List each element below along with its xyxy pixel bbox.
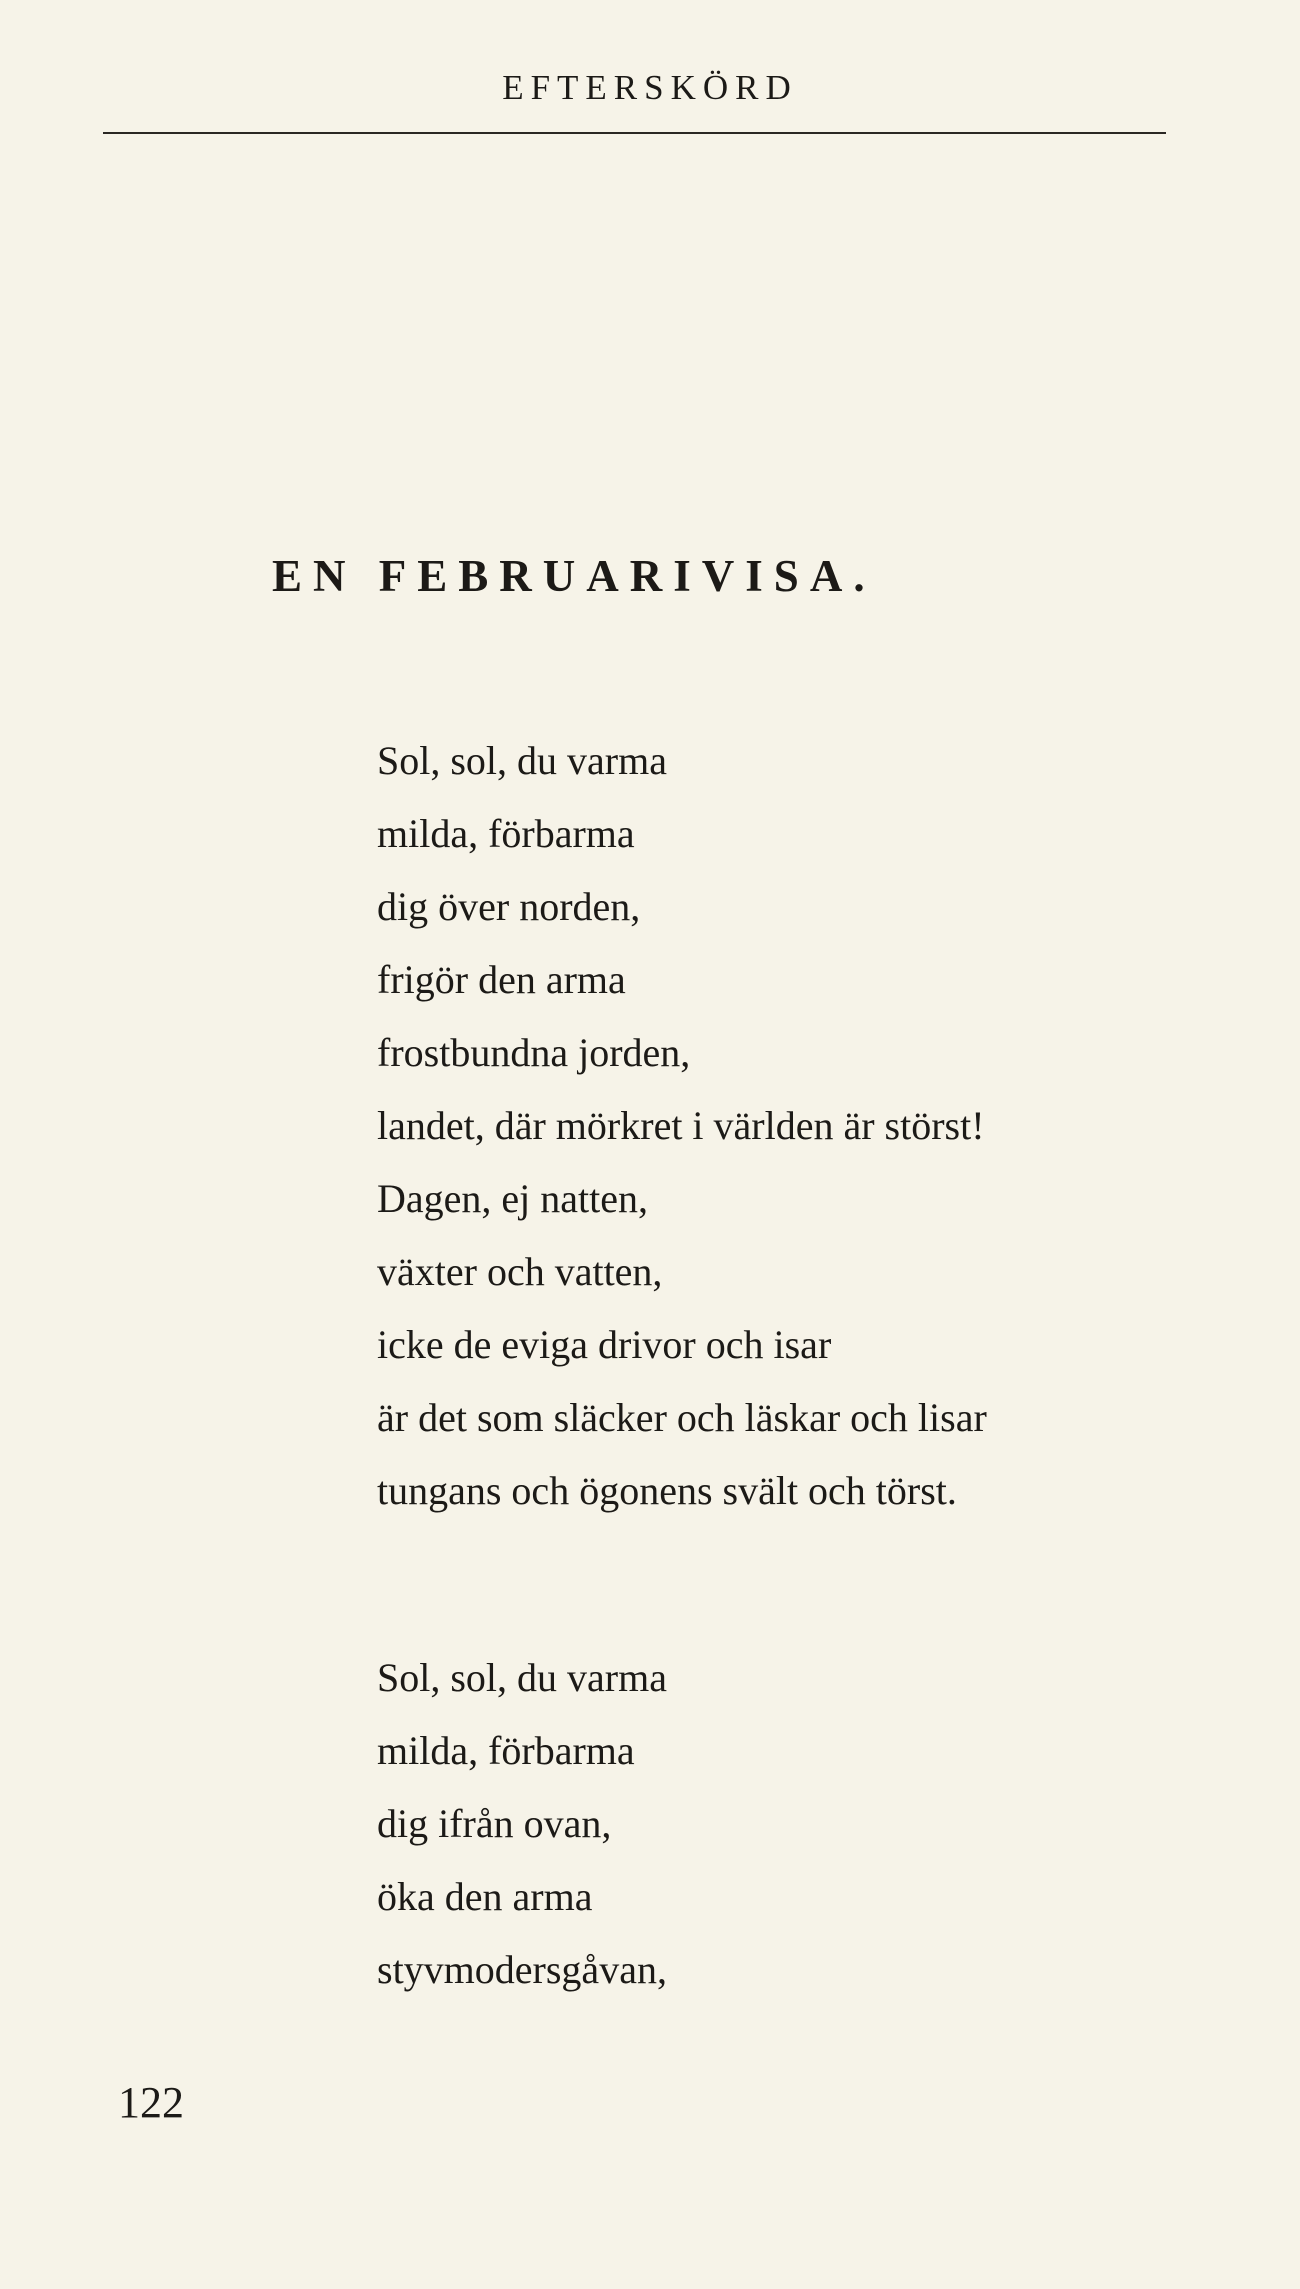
poem-line: frigör den arma bbox=[377, 957, 626, 1002]
header-rule bbox=[103, 132, 1166, 134]
poem-line: frostbundna jorden, bbox=[377, 1030, 691, 1075]
poem-line: är det som släcker och läskar och lisar bbox=[377, 1395, 987, 1440]
poem-line: Dagen, ej natten, bbox=[377, 1176, 648, 1221]
poem-line: milda, förbarma bbox=[377, 1728, 635, 1773]
poem-line: tungans och ögonens svält och törst. bbox=[377, 1468, 957, 1513]
poem-line: Sol, sol, du varma bbox=[377, 1655, 667, 1700]
poem-title: EN FEBRUARIVISA. bbox=[272, 551, 876, 601]
poem-line: dig ifrån ovan, bbox=[377, 1801, 612, 1846]
running-head-title: EFTERSKÖRD bbox=[502, 68, 798, 107]
poem-line: dig över norden, bbox=[377, 884, 641, 929]
stanza-1 bbox=[377, 724, 987, 1527]
poem-line: icke de eviga drivor och isar bbox=[377, 1322, 832, 1367]
stanza-2 bbox=[377, 1641, 667, 2006]
poem-line: styvmodersgåvan, bbox=[377, 1947, 667, 1992]
poem-line: växter och vatten, bbox=[377, 1249, 663, 1294]
poem-line: landet, där mörkret i världen är störst! bbox=[377, 1103, 985, 1148]
poem-line: milda, förbarma bbox=[377, 811, 635, 856]
poem-line: Sol, sol, du varma bbox=[377, 738, 667, 783]
poem-line: öka den arma bbox=[377, 1874, 593, 1919]
page-number: 122 bbox=[118, 2078, 184, 2127]
